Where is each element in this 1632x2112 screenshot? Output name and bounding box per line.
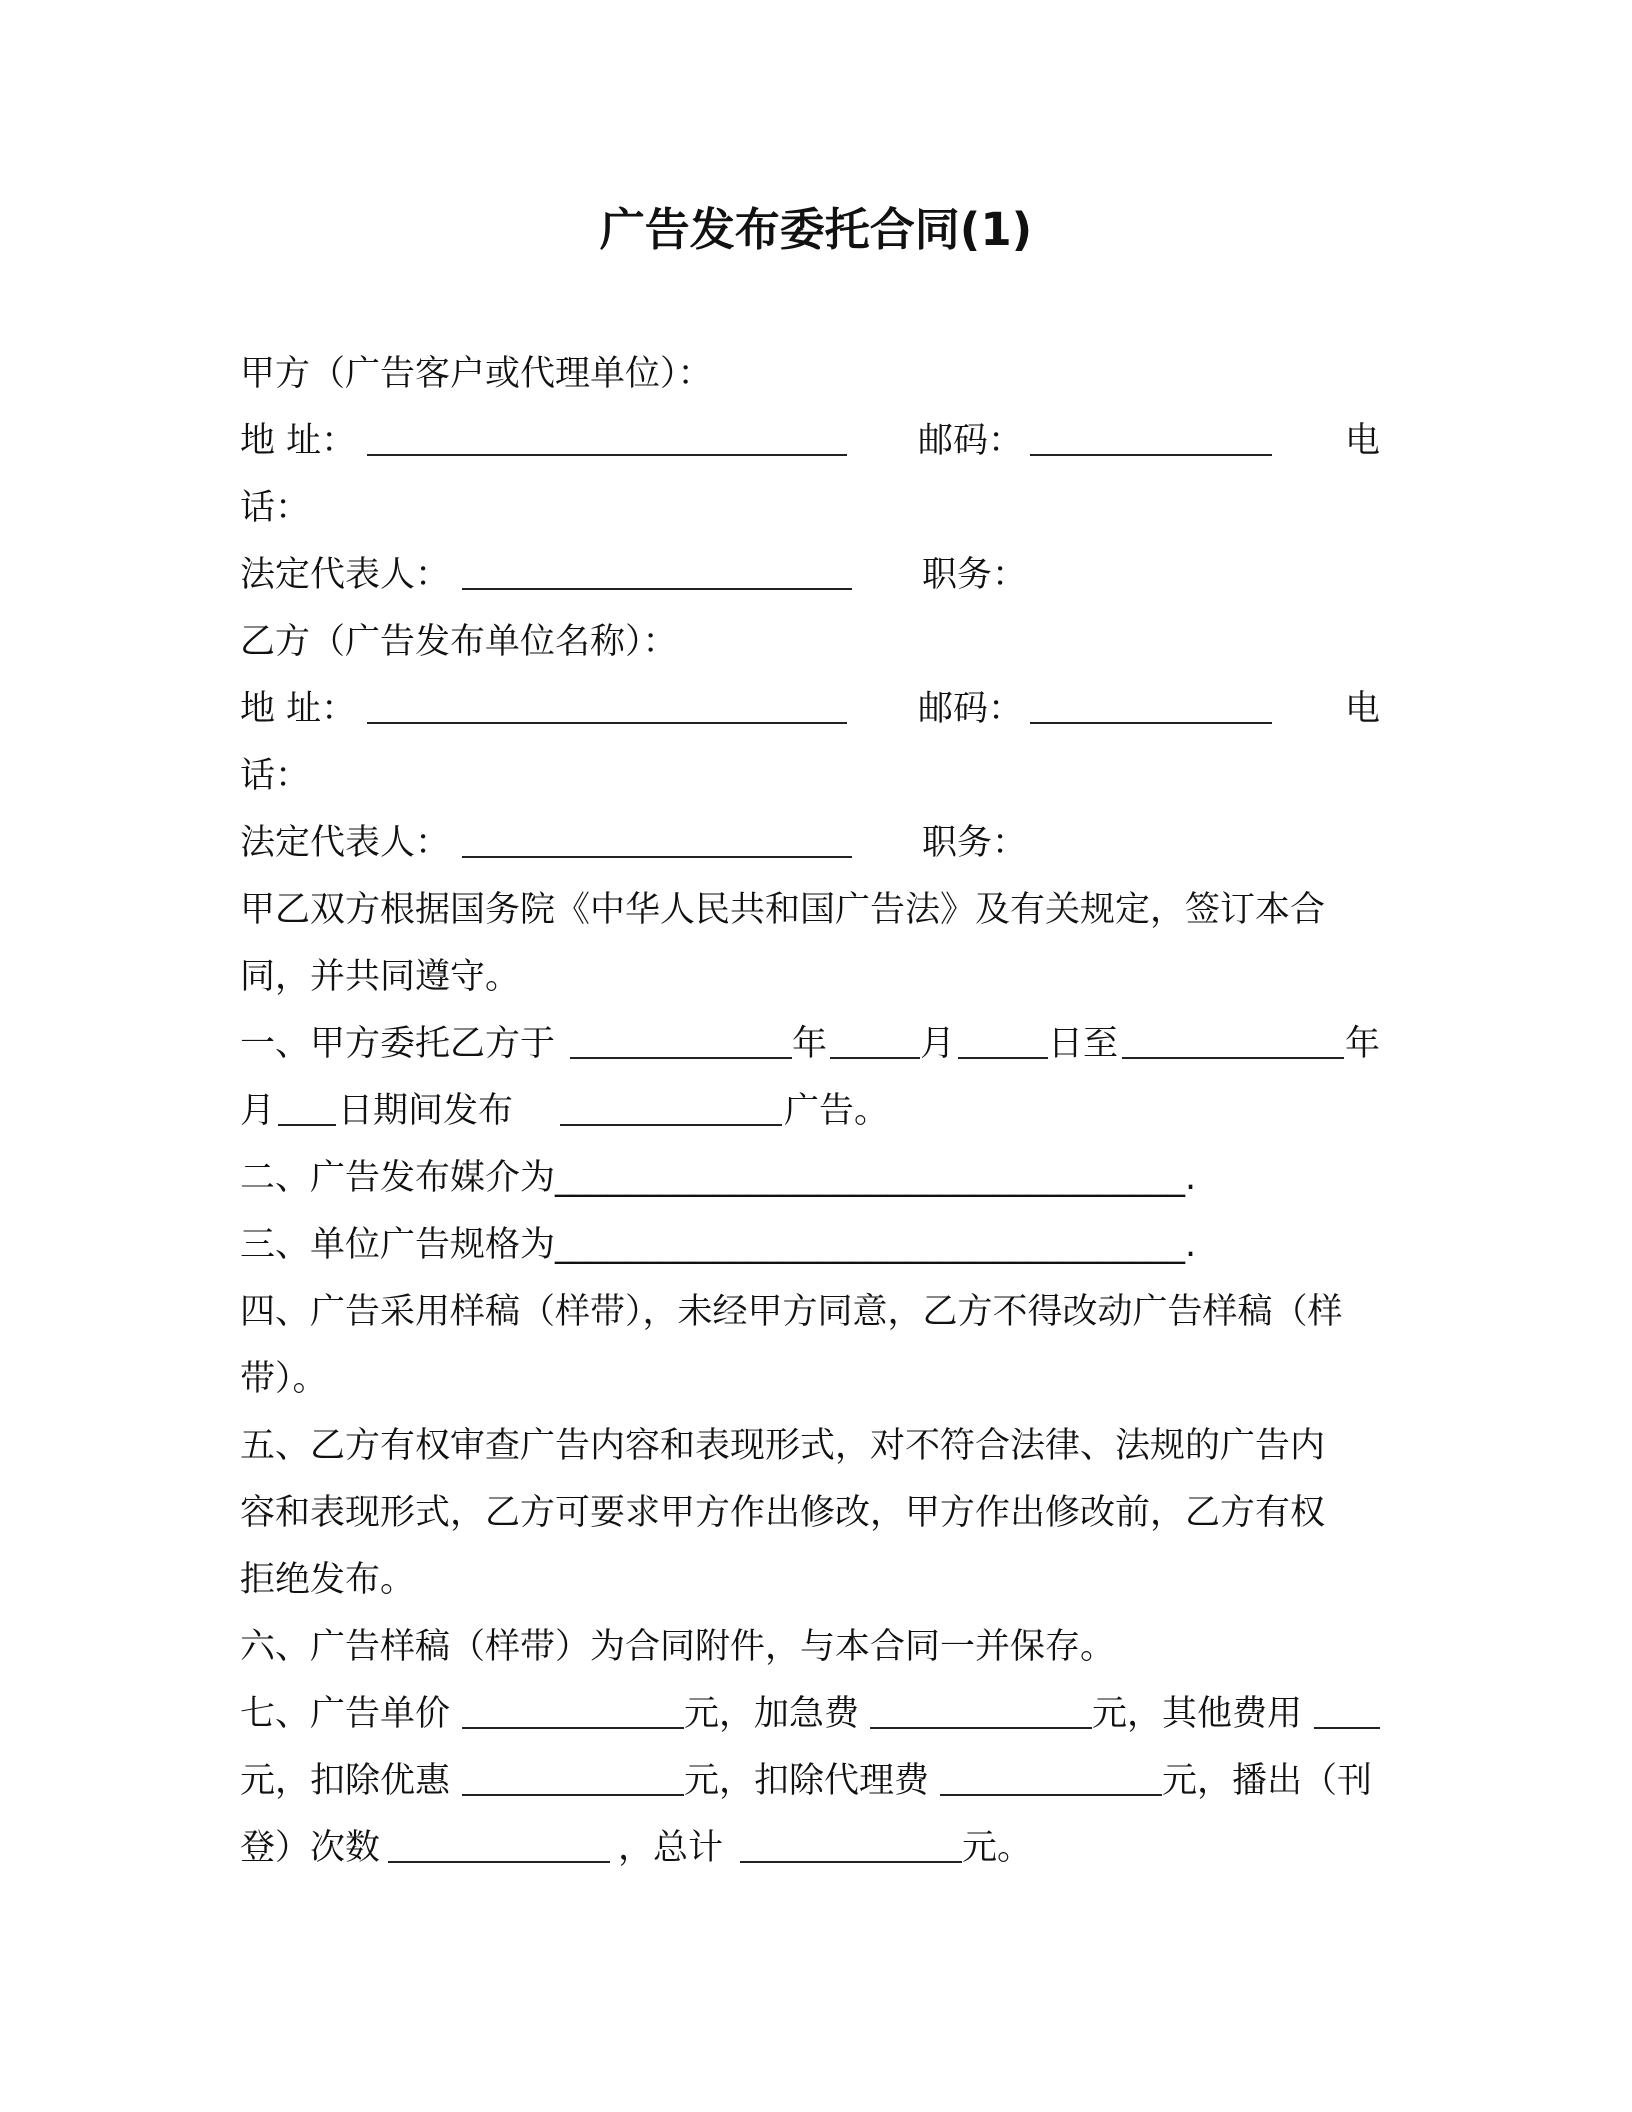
party-b-address-field[interactable]	[367, 676, 847, 724]
address-label: 地 址：	[240, 421, 357, 461]
clause-7-text: 元，播出（刊	[1162, 1761, 1373, 1801]
title-label: 职务：	[922, 823, 1028, 863]
title-label: 职务：	[922, 555, 1028, 595]
clause-7-text: 登）次数	[240, 1828, 381, 1868]
clause-7-text: 元，加急费	[684, 1694, 860, 1734]
clause-1-line-1	[240, 1011, 1380, 1078]
unit-price-field[interactable]	[462, 1681, 684, 1729]
party-b-rep-row	[240, 810, 1380, 877]
clause-2	[240, 1145, 1380, 1212]
media-field[interactable]: ____________________________________.	[555, 1158, 1197, 1198]
party-a-rep-row	[240, 542, 1380, 609]
ad-name-field[interactable]	[560, 1078, 782, 1126]
clause-5-line: 容和表现形式，乙方可要求甲方作出修改，甲方作出修改前，乙方有权	[240, 1493, 1326, 1533]
agency-fee-field[interactable]	[940, 1748, 1162, 1796]
rush-fee-field[interactable]	[870, 1681, 1092, 1729]
clause-4-line: 带）。	[240, 1359, 328, 1399]
year-label: 年	[1344, 1024, 1380, 1064]
clause-5-line: 五、乙方有权审查广告内容和表现形式，对不符合法律、法规的广告内	[240, 1426, 1326, 1466]
clause-7-text: 元，扣除优惠	[240, 1761, 451, 1801]
postcode-label: 邮码：	[918, 689, 1024, 729]
clause-2-label: 二、广告发布媒介为	[240, 1158, 556, 1198]
clause-7-text: 元。	[962, 1828, 1033, 1868]
phone-label: 电	[1344, 421, 1380, 461]
clause-7-text: 元，其他费用	[1092, 1694, 1303, 1734]
party-b-phone-row	[240, 743, 1380, 810]
month-label: 月	[240, 1091, 276, 1131]
clause-5-line: 拒绝发布。	[240, 1560, 416, 1600]
party-a-rep-field[interactable]	[462, 542, 852, 590]
clause-1-line-2	[240, 1078, 1380, 1145]
preamble-line: 甲乙双方根据国务院《中华人民共和国广告法》及有关规定，签订本合	[240, 890, 1326, 930]
postcode-label: 邮码：	[918, 421, 1024, 461]
address-label: 地 址：	[240, 689, 357, 729]
clause-7-text: 元，扣除代理费	[684, 1761, 930, 1801]
rep-label: 法定代表人：	[240, 823, 451, 863]
party-a-postcode-field[interactable]	[1030, 408, 1272, 456]
clause-3-label: 三、单位广告规格为	[240, 1225, 556, 1265]
contract-body	[240, 341, 1380, 1882]
broadcast-count-field[interactable]	[388, 1815, 610, 1863]
clause-7-text: 七、广告单价	[240, 1694, 451, 1734]
clause-1-text: 广告。	[784, 1091, 890, 1131]
phone-label: 电	[1344, 689, 1380, 729]
party-b-heading: 乙方（广告发布单位名称）：	[240, 622, 678, 662]
party-a-address-row	[240, 408, 1380, 475]
clause-1-text: 一、甲方委托乙方于	[240, 1024, 556, 1064]
other-fee-field[interactable]	[1314, 1681, 1380, 1729]
clause-7-line-2	[240, 1748, 1380, 1815]
start-day-field[interactable]	[958, 1011, 1048, 1059]
clause-7-line-3	[240, 1815, 1380, 1882]
start-month-field[interactable]	[830, 1011, 920, 1059]
day-to-label: 日至	[1048, 1024, 1119, 1064]
month-label: 月	[920, 1024, 956, 1064]
clause-7-text: ，总计	[618, 1828, 724, 1868]
spec-field[interactable]: ____________________________________.	[555, 1225, 1197, 1265]
party-b-postcode-field[interactable]	[1030, 676, 1272, 724]
preamble-line: 同，并共同遵守。	[240, 957, 521, 997]
clause-1-text: 日期间发布	[338, 1091, 514, 1131]
clause-6: 六、广告样稿（样带）为合同附件，与本合同一并保存。	[240, 1627, 1116, 1667]
start-year-field[interactable]	[570, 1011, 792, 1059]
clause-7-line-1	[240, 1681, 1380, 1748]
phone-label-cont: 话：	[240, 488, 311, 528]
year-label: 年	[792, 1024, 828, 1064]
total-amount-field[interactable]	[740, 1815, 962, 1863]
party-a-phone-row	[240, 475, 1380, 542]
phone-label-cont: 话：	[240, 756, 311, 796]
end-day-field[interactable]	[278, 1078, 336, 1126]
discount-field[interactable]	[462, 1748, 684, 1796]
party-a-address-field[interactable]	[367, 408, 847, 456]
clause-3	[240, 1212, 1380, 1279]
party-b-rep-field[interactable]	[462, 810, 852, 858]
party-a-heading: 甲方（广告客户或代理单位）：	[240, 354, 713, 394]
end-year-field[interactable]	[1122, 1011, 1344, 1059]
party-b-address-row	[240, 676, 1380, 743]
page-title: 广告发布委托合同(1)	[599, 203, 1033, 256]
rep-label: 法定代表人：	[240, 555, 451, 595]
clause-4-line: 四、广告采用样稿（样带），未经甲方同意，乙方不得改动广告样稿（样	[240, 1292, 1343, 1332]
